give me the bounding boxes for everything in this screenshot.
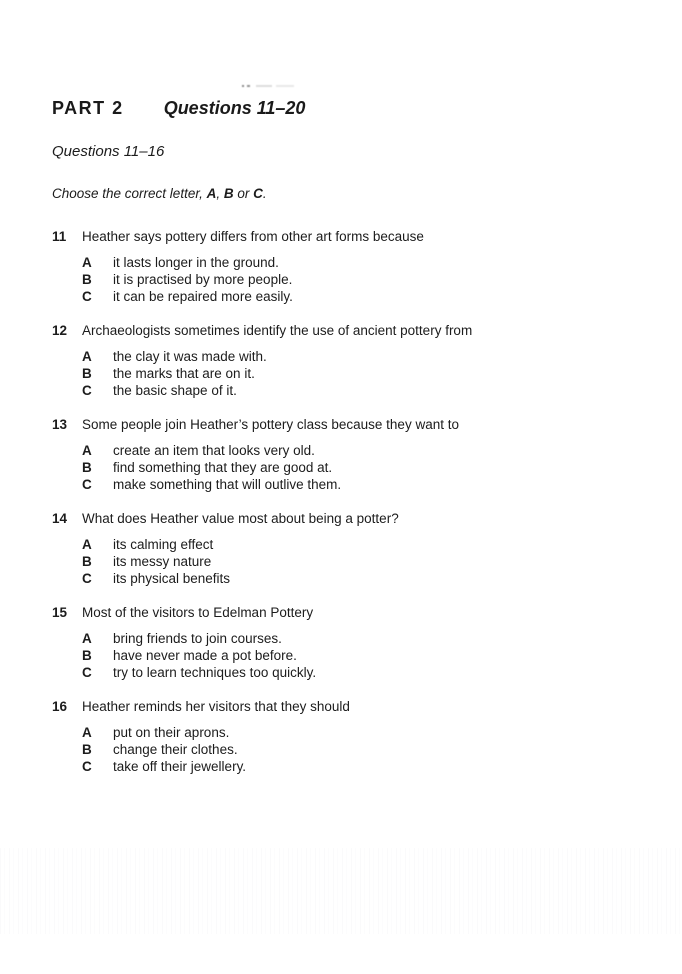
option-row (82, 442, 642, 459)
option-text: make something that will outlive them. (113, 477, 342, 492)
options-list (52, 630, 642, 681)
question-number: 12 (52, 323, 68, 338)
page-content (52, 98, 642, 792)
option-row (82, 476, 642, 493)
option-text: its messy nature (113, 554, 212, 569)
option-row (82, 459, 642, 476)
option-letter: A (82, 631, 92, 646)
option-row (82, 570, 642, 587)
question-head (52, 416, 642, 433)
option-letter: A (82, 537, 92, 552)
options-list (52, 442, 642, 493)
option-letter: A (82, 255, 92, 270)
option-text: try to learn techniques too quickly. (113, 665, 317, 680)
option-text: the marks that are on it. (113, 366, 255, 381)
option-letter: B (82, 272, 92, 287)
option-text: put on their aprons. (113, 725, 230, 740)
option-row (82, 365, 642, 382)
option-text: it lasts longer in the ground. (113, 255, 279, 270)
instruction-or: or (233, 186, 254, 201)
question-head (52, 604, 642, 621)
option-row (82, 254, 642, 271)
options-list (52, 348, 642, 399)
part-question-range: Questions 11–20 (163, 98, 306, 118)
question-13 (52, 416, 642, 493)
option-row (82, 288, 642, 305)
question-head (52, 228, 642, 245)
option-row (82, 271, 642, 288)
option-text: have never made a pot before. (113, 648, 297, 663)
option-row (82, 664, 642, 681)
part-header (52, 98, 642, 119)
question-number: 11 (52, 229, 67, 244)
question-12 (52, 322, 642, 399)
option-row (82, 553, 642, 570)
question-11 (52, 228, 642, 305)
smudge-artifact (242, 84, 314, 93)
option-row (82, 630, 642, 647)
option-text: it is practised by more people. (113, 272, 293, 287)
question-text: What does Heather value most about being a potter? (82, 511, 399, 526)
option-row (82, 741, 642, 758)
question-15 (52, 604, 642, 681)
option-letter: A (82, 443, 92, 458)
question-text: Archaeologists sometimes identify the use of ancient pottery from (82, 323, 473, 338)
option-text: its calming effect (113, 537, 214, 552)
question-number: 15 (52, 605, 68, 620)
option-row (82, 724, 642, 741)
options-list (52, 724, 642, 775)
option-letter: B (82, 366, 92, 381)
option-letter: A (82, 725, 92, 740)
instruction-line (52, 186, 642, 201)
question-head (52, 322, 642, 339)
option-row (82, 647, 642, 664)
option-letter: C (82, 383, 92, 398)
option-text: the basic shape of it. (113, 383, 237, 398)
options-list (52, 536, 642, 587)
question-head (52, 510, 642, 527)
instruction-lead: Choose the correct letter, (52, 186, 207, 201)
option-row (82, 382, 642, 399)
option-letter: A (82, 349, 92, 364)
question-text: Most of the visitors to Edelman Pottery (82, 605, 314, 620)
question-number: 13 (52, 417, 68, 432)
option-text: create an item that looks very old. (113, 443, 315, 458)
instruction-period: . (262, 186, 267, 201)
question-text: Heather reminds her visitors that they should (82, 699, 350, 714)
option-row (82, 536, 642, 553)
option-letter: C (82, 571, 92, 586)
option-text: take off their jewellery. (113, 759, 247, 774)
question-14 (52, 510, 642, 587)
scanner-artifact-band (0, 848, 682, 934)
option-letter: B (82, 648, 92, 663)
section-label: Questions 11–16 (52, 143, 165, 160)
question-16 (52, 698, 642, 775)
option-letter: B (82, 742, 92, 757)
option-text: change their clothes. (113, 742, 238, 757)
question-number: 14 (52, 511, 68, 526)
instruction-letter-a: A (206, 186, 217, 201)
option-letter: C (82, 759, 92, 774)
option-row (82, 348, 642, 365)
part-label: PART 2 (52, 98, 124, 118)
question-head (52, 698, 642, 715)
instruction-letter-c: C (253, 186, 263, 201)
option-letter: B (82, 554, 92, 569)
option-text: its physical benefits (113, 571, 231, 586)
instruction-letter-b: B (223, 186, 234, 201)
option-text: bring friends to join courses. (113, 631, 282, 646)
question-number: 16 (52, 699, 68, 714)
option-letter: C (82, 289, 92, 304)
instruction-comma: , (216, 186, 224, 201)
option-row (82, 758, 642, 775)
options-list (52, 254, 642, 305)
option-letter: C (82, 477, 92, 492)
option-text: it can be repaired more easily. (113, 289, 293, 304)
question-text: Heather says pottery differs from other art forms because (82, 229, 424, 244)
option-text: find something that they are good at. (113, 460, 333, 475)
option-text: the clay it was made with. (113, 349, 267, 364)
option-letter: B (82, 460, 92, 475)
question-text: Some people join Heather’s pottery class because they want to (82, 417, 459, 432)
option-letter: C (82, 665, 92, 680)
